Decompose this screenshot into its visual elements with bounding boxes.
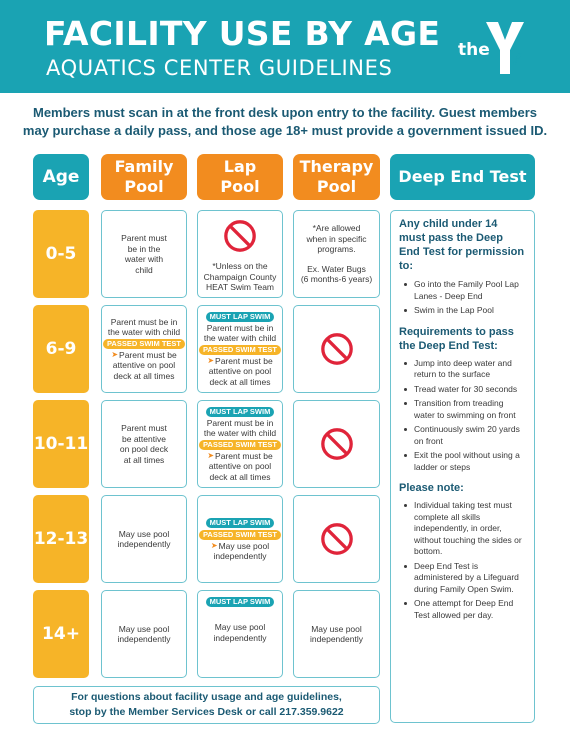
must-lap-swim-badge: MUST LAP SWIM	[206, 312, 275, 322]
lap-cell-0-5	[197, 210, 283, 298]
lap-cell-12-13	[197, 495, 283, 583]
cell-line: May use pool	[118, 623, 170, 634]
ymca-logo	[458, 20, 528, 80]
cell-line: Parent must	[121, 423, 167, 433]
prohibited-icon	[320, 427, 354, 461]
list-item: One attempt for Deep End Test allowed per day.	[399, 598, 526, 621]
logo-ymca-mark: YMCA	[511, 51, 524, 67]
family-cell-6-9	[101, 305, 187, 393]
age-cell-6-9: 6-9	[33, 305, 89, 393]
cell-line: water with	[124, 254, 164, 264]
cell-line: Parent must	[121, 233, 167, 243]
column-header-therapy-pool	[293, 154, 380, 200]
cell-line: deck at all times	[113, 370, 175, 381]
column-header-age: Age	[33, 154, 89, 200]
list-item: Transition from treading water to swimming on front	[399, 398, 526, 421]
intro-line-2: may purchase a daily pass, and those age 18+ must provide a government issued ID.	[22, 123, 548, 138]
cell-line: deck at all times	[209, 376, 271, 387]
cell-line: Parent must be in	[110, 316, 178, 327]
cell-line: May use pool	[311, 623, 362, 634]
list-item: Swim in the Lap Pool	[399, 305, 526, 317]
lap-cell-14-plus	[197, 590, 283, 678]
intro-text	[20, 104, 550, 140]
cell-line: when in specific	[306, 233, 367, 244]
cell-line: Champaign County	[203, 271, 277, 282]
therapy-cell-6-9	[293, 305, 380, 393]
condition-line	[211, 541, 269, 552]
therapy-cell-0-5	[293, 210, 380, 298]
therapy-cell-14-plus	[293, 590, 380, 678]
column-header-family-pool	[101, 154, 187, 200]
therapy-cell-10-11	[293, 400, 380, 488]
family-cell-10-11	[101, 400, 187, 488]
list-item: Deep End Test is administered by a Lifeguard during Family Open Swim.	[399, 561, 526, 596]
cell-line: be in the	[127, 243, 161, 254]
cell-line: deck at all times	[209, 471, 271, 482]
passed-swim-test-badge: PASSED SWIM TEST	[103, 339, 185, 349]
condition-line	[207, 451, 272, 462]
arrow-icon: ➤	[111, 349, 119, 359]
list-item: Individual taking test must complete all skills independently, in order, without touching the sides or bottom.	[399, 500, 526, 558]
lap-cell-10-11	[197, 400, 283, 488]
age-cell-14-plus: 14+	[33, 590, 89, 678]
page-title: FACILITY USE BY AGE	[44, 14, 441, 53]
cell-line: child	[135, 264, 153, 275]
arrow-icon: ➤	[207, 355, 215, 365]
cell-line: May use pool	[214, 622, 266, 632]
must-lap-swim-badge: MUST LAP SWIM	[206, 518, 275, 528]
condition-line	[207, 356, 272, 367]
cell-line: HEAT Swim Team	[205, 282, 275, 292]
cell-line: Ex. Water Bugs	[307, 263, 366, 274]
footer-line-1: For questions about facility usage and age guidelines,	[71, 691, 342, 703]
family-header-line-2: Pool	[124, 177, 164, 196]
cell-line: Parent must be	[215, 450, 273, 461]
header-banner	[0, 0, 570, 93]
cell-line: May use pool	[118, 528, 170, 539]
family-cell-14-plus	[101, 590, 187, 678]
cell-line: independently	[310, 634, 363, 644]
ymca-y-icon	[484, 20, 526, 76]
footer-contact	[33, 686, 380, 724]
cell-line: the water with child	[107, 327, 181, 338]
prohibited-icon	[223, 219, 257, 253]
cell-line: Parent must be	[215, 355, 273, 366]
cell-line: May use pool	[218, 540, 270, 551]
must-lap-swim-badge: MUST LAP SWIM	[206, 597, 275, 607]
arrow-icon: ➤	[210, 540, 218, 550]
notes-list	[399, 500, 526, 621]
permissions-list	[399, 279, 526, 317]
family-cell-0-5	[101, 210, 187, 298]
age-cell-12-13: 12-13	[33, 495, 89, 583]
deep-end-test-panel	[390, 210, 535, 723]
lap-header-line-1: Lap	[223, 157, 257, 176]
therapy-header-line-1: Therapy	[299, 157, 374, 176]
passed-swim-test-badge: PASSED SWIM TEST	[199, 440, 281, 450]
cell-line: attentive on pool	[208, 366, 272, 377]
cell-line: the water with child	[203, 428, 277, 439]
family-cell-12-13	[101, 495, 187, 583]
list-item: Go into the Family Pool Lap Lanes - Deep End	[399, 279, 526, 302]
age-cell-0-5: 0-5	[33, 210, 89, 298]
cell-line: (6 months-6 years)	[300, 274, 373, 285]
prohibited-icon	[320, 522, 354, 556]
cell-line: be attentive	[122, 433, 166, 444]
cell-line: attentive on pool	[208, 461, 272, 472]
cell-line: independently	[213, 551, 267, 561]
column-header-deep-end-test: Deep End Test	[390, 154, 535, 200]
list-item: Exit the pool without using a ladder or steps	[399, 450, 526, 473]
list-item: Tread water for 30 seconds	[399, 384, 526, 396]
requirements-list	[399, 358, 526, 474]
cell-line: independently	[117, 634, 171, 644]
cell-line: independently	[117, 539, 171, 549]
lap-cell-6-9	[197, 305, 283, 393]
cell-line: *Are allowed	[312, 223, 361, 234]
therapy-cell-12-13	[293, 495, 380, 583]
cell-line: at all times	[123, 454, 165, 465]
condition-line	[111, 350, 176, 361]
cell-line: on pool deck	[119, 444, 169, 454]
note-title: Please note:	[399, 482, 464, 494]
cell-line: Parent must be in	[206, 322, 274, 333]
therapy-header-line-2: Pool	[316, 177, 357, 196]
cell-line: Parent must be in	[206, 417, 274, 428]
cell-line: independently	[213, 632, 267, 643]
prohibited-icon	[320, 332, 354, 366]
logo-the-text: the	[458, 40, 490, 60]
arrow-icon: ➤	[207, 450, 215, 460]
passed-swim-test-badge: PASSED SWIM TEST	[199, 530, 281, 540]
cell-line: attentive on pool	[112, 360, 176, 371]
must-lap-swim-badge: MUST LAP SWIM	[206, 407, 275, 417]
age-cell-10-11: 10-11	[33, 400, 89, 488]
deep-end-lead: Any child under 14 must pass the Deep End Test for permission to:	[399, 218, 525, 272]
family-header-line-1: Family	[114, 157, 174, 176]
list-item: Jump into deep water and return to the surface	[399, 358, 526, 381]
requirements-title: Requirements to pass the Deep End Test:	[399, 325, 514, 352]
cell-line: *Unless on the	[212, 261, 268, 271]
passed-swim-test-badge: PASSED SWIM TEST	[199, 345, 281, 355]
intro-line-1: Members must scan in at the front desk upon entry to the facility. Guest members	[33, 105, 537, 120]
page-subtitle: AQUATICS CENTER GUIDELINES	[46, 56, 393, 80]
cell-line: the water with child	[203, 333, 277, 344]
list-item: Continuously swim 20 yards on front	[399, 424, 526, 447]
cell-line: programs.	[317, 244, 356, 255]
column-header-lap-pool	[197, 154, 283, 200]
footer-line-2: stop by the Member Services Desk or call 217.359.9622	[69, 706, 344, 718]
lap-header-line-2: Pool	[220, 177, 260, 196]
cell-line: Parent must be	[119, 349, 177, 360]
